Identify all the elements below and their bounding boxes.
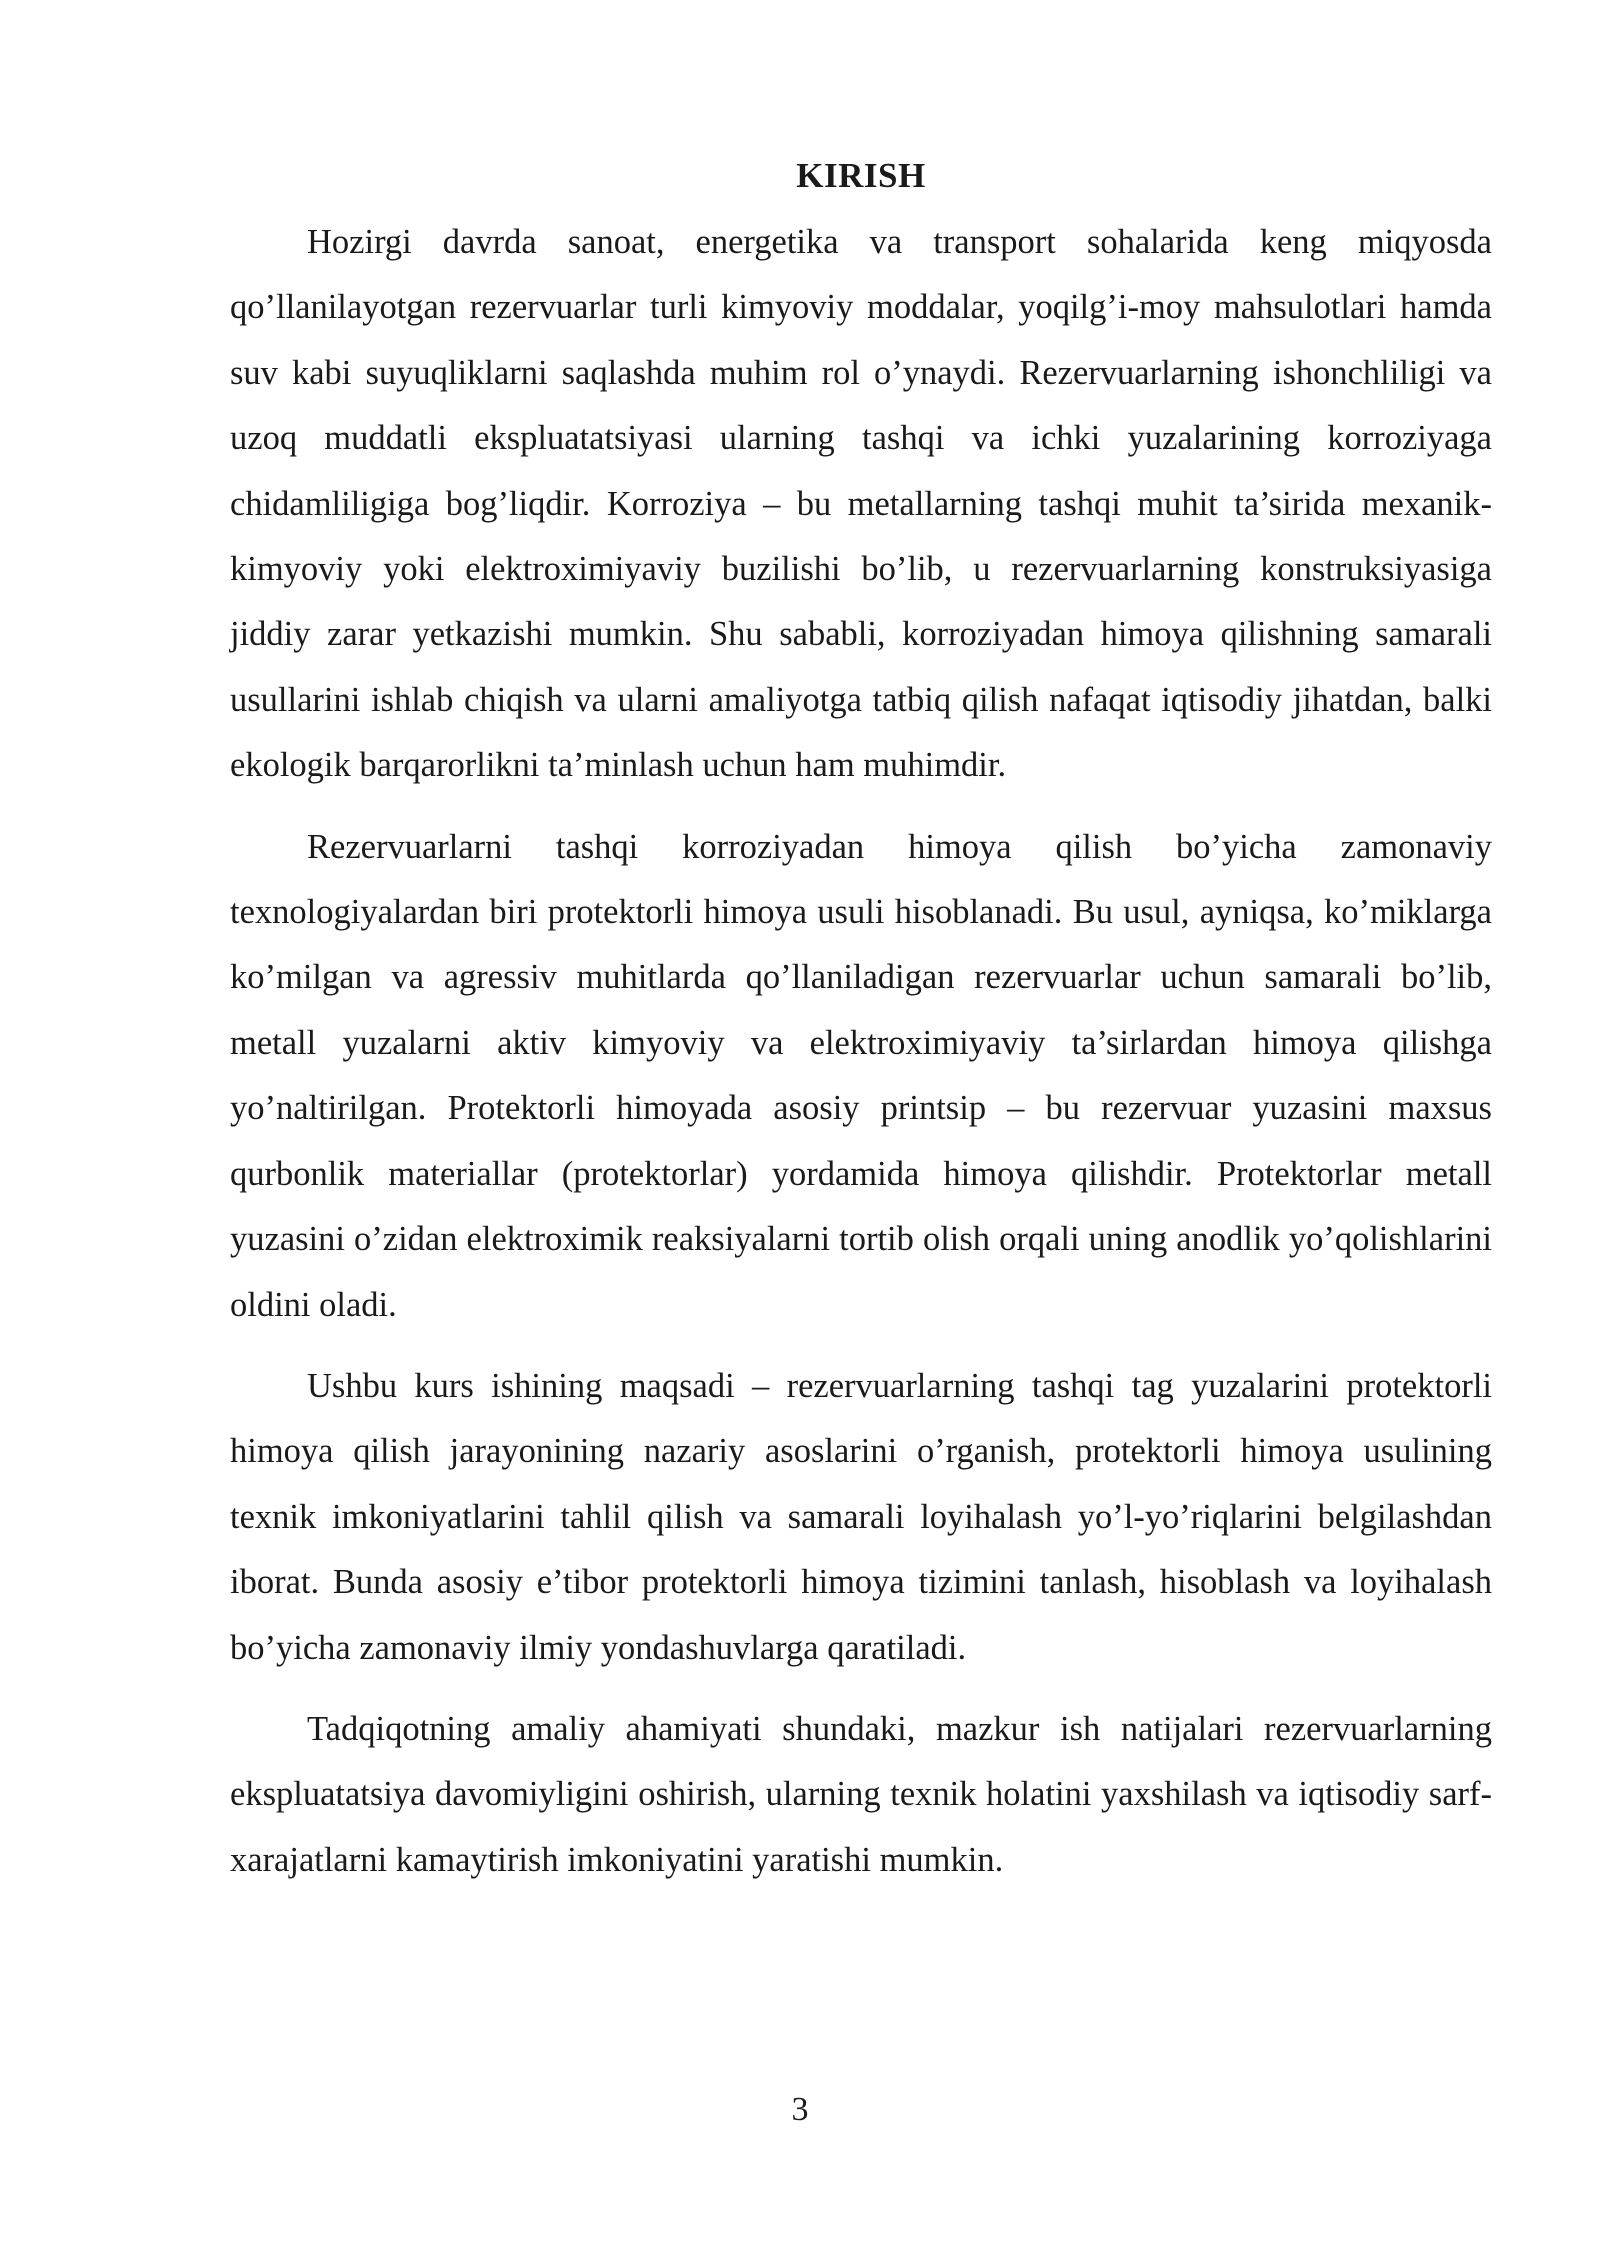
paragraph-goal: Ushbu kurs ishining maqsadi – rezervuarlarning tashqi tag yuzalarini protektorli himoya qilish jarayonining nazariy asoslarini o’rganish, protektorli himoya usulining texnik imkoniyatlarini tahlil qilish va samarali loyihalash yo’l-yo’riqlarini belgilashdan iborat. Bunda asosiy e’tibor protektorli himoya tizimini tanlash, hisoblash va loyihalash bo’yicha zamonaviy ilmiy yondashuvlarga qaratiladi.	[230, 1366, 1492, 1667]
page-title: KIRISH	[796, 156, 926, 195]
paragraph-protector-method: Rezervuarlarni tashqi korroziyadan himoya qilish bo’yicha zamonaviy texnologiyalardan biri protektorli himoya usuli hisoblanadi. Bu usul, ayniqsa, ko’miklarga ko’milgan va agressiv muhitlarda qo’llaniladigan rezervuarlar uchun samarali bo’lib, metall yuzalarni aktiv kimyoviy va elektroximiyaviy ta’sirlardan himoya qilishga yo’naltirilgan. Protektorli himoyada asosiy printsip – bu rezervuar yuzasini maxsus qurbonlik materiallar (protektorlar) yordamida himoya qilishdir. Protektorlar metall yuzasini o’zidan elektroximik reaksiyalarni tortib olish orqali uning anodlik yo’qolishlarini oldini oladi.	[230, 827, 1492, 1324]
page-content	[230, 148, 1492, 1909]
paragraph-intro: Hozirgi davrda sanoat, energetika va transport sohalarida keng miqyosda qo’llanilayotgan rezervuarlar turli kimyoviy moddalar, yoqilg’i-moy mahsulotlari hamda suv kabi suyuqliklarni saqlashda muhim rol o’ynaydi. Rezervuarlarning ishonchliligi va uzoq muddatli ekspluatatsiyasi ularning tashqi va ichki yuzalarining korroziyaga chidamliligiga bog’liqdir. Korroziya – bu metallarning tashqi muhit ta’sirida mexanik-kimyoviy yoki elektroximiyaviy buzilishi bo’lib, u rezervuarlarning konstruksiyasiga jiddiy zarar yetkazishi mumkin. Shu sababli, korroziyadan himoya qilishning samarali usullarini ishlab chiqish va ularni amaliyotga tatbiq qilish nafaqat iqtisodiy jihatdan, balki ekologik barqarorlikni ta’minlash uchun ham muhimdir.	[230, 223, 1492, 785]
page-number: 3	[791, 2091, 809, 2128]
paragraph-practical-significance: Tadqiqotning amaliy ahamiyati shundaki, mazkur ish natijalari rezervuarlarning ekspluatatsiya davomiyligini oshirish, ularning texnik holatini yaxshilash va iqtisodiy sarf-xarajatlarni kamaytirish imkoniyatini yaratishi mumkin.	[230, 1709, 1492, 1879]
